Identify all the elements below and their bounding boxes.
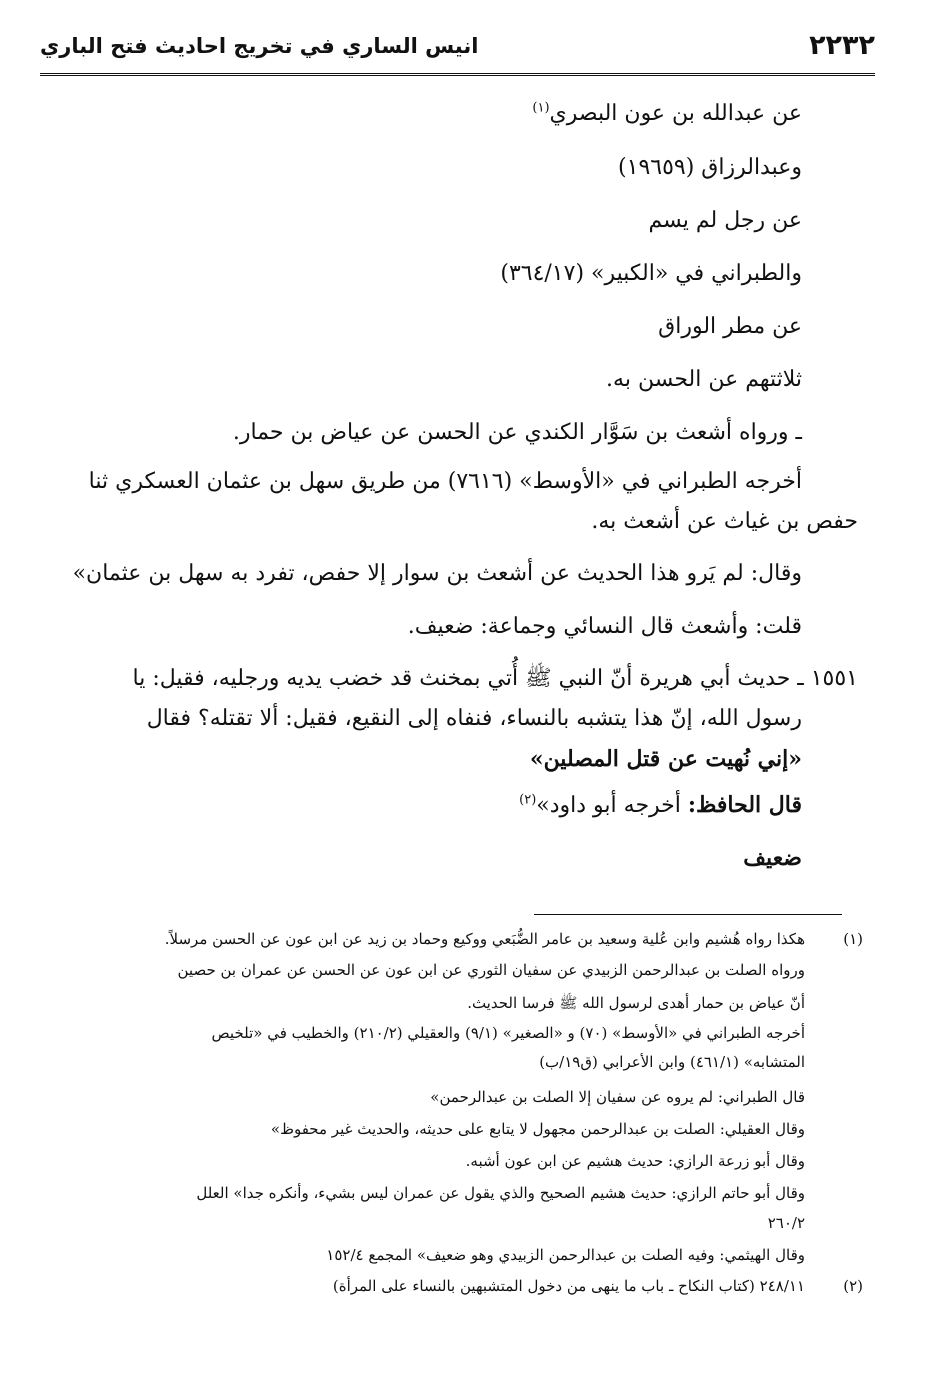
footnote-ref: (٢) (519, 792, 537, 808)
footnote-line: ورواه الصلت بن عبدالرحمن الزبيدي عن سفيان الثوري عن ابن عون عن الحسن عن عمران بن حصين (177, 961, 805, 979)
hadith-line: ١٥٥١ ـ حديث أبي هريرة أنّ النبي ﷺ أُتي بمخنث قد خضب يديه ورجليه، فقيل: يا (132, 666, 858, 691)
body-line: عن رجل لم يسم (648, 208, 802, 233)
footnote-line: وقال أبو حاتم الرازي: حديث هشيم الصحيح والذي يقول عن عمران ليس بشيء، وأنكره جدا» العلل (196, 1184, 805, 1202)
footnote-line: أنّ عياض بن حمار أهدى لرسول الله ﷺ فرسا الحديث. (467, 994, 805, 1012)
footnote-line: ٢٤٨/١١ (كتاب النكاح ـ باب ما ينهى من دخول المتشبهين بالنساء على المرأة) (332, 1277, 805, 1295)
body-line: عن عبدالله بن عون البصري$^{(١)}$ (532, 100, 802, 126)
body-line: قلت: وأشعث قال النسائي وجماعة: ضعيف. (407, 614, 802, 639)
hadith-quote: «إني نُهيت عن قتل المصلين» (529, 746, 802, 772)
footnote-ref: (١) (532, 100, 550, 116)
footnote-line: ٢٦٠/٢ (767, 1214, 805, 1232)
footnote-line: قال الطبراني: لم يروه عن سفيان إلا الصلت بن عبدالرحمن» (430, 1088, 805, 1106)
footnote-line: هكذا رواه هُشيم وابن عُلية وسعيد بن عامر الضُّبَعي ووكيع وحماد بن زيد عن ابن عون عن الحسن مرسلاً. (164, 930, 805, 948)
body-line: رسول الله، إنّ هذا يتشبه بالنساء، فنفاه إلى النقيع، فقيل: ألا تقتله؟ فقال (146, 706, 802, 731)
body-line: ثلاثتهم عن الحسن به. (606, 367, 802, 392)
footnote-line: المتشابه» (٤٦١/١) وابن الأعرابي (ق١٩/ب) (539, 1053, 805, 1071)
body-line: وعبدالرزاق (١٩٦٥٩) (618, 155, 802, 180)
footnote-line: وقال الهيثمي: وفيه الصلت بن عبدالرحمن الزبيدي وهو ضعيف» المجمع ١٥٢/٤ (326, 1246, 805, 1264)
footnote-line: وقال العقيلي: الصلت بن عبدالرحمن مجهول لا يتابع على حديثه، والحديث غير محفوظ» (270, 1120, 805, 1138)
body-line: وقال: لم يَرو هذا الحديث عن أشعث بن سوار إلا حفص، تفرد به سهل بن عثمان» (72, 561, 802, 586)
body-line: حفص بن غياث عن أشعث به. (591, 509, 858, 534)
footnote-line: أخرجه الطبراني في «الأوسط» (٧٠) و «الصغير» (٩/١) والعقيلي (٢١٠/٢) والخطيب في «تلخيص (211, 1024, 805, 1042)
body-line: ـ ورواه أشعث بن سَوَّار الكندي عن الحسن عن عياض بن حمار. (232, 420, 802, 445)
hafiz-label: قال الحافظ: (687, 792, 802, 818)
page-number: ٢٢٣٢ (809, 30, 875, 61)
running-header (40, 30, 875, 72)
footnote-rule (534, 914, 842, 915)
body-line: والطبراني في «الكبير» (٣٦٤/١٧) (500, 261, 802, 286)
book-title: انيس الساري في تخريج احاديث فتح الباري (40, 34, 479, 58)
body-line: قال الحافظ: أخرجه أبو داود»$^{(٢)}$ (519, 792, 802, 818)
footnote-mark: (١) (843, 930, 863, 948)
header-rule (40, 73, 875, 76)
footnote-mark: (٢) (843, 1277, 863, 1295)
body-line: عن مطر الوراق (658, 314, 802, 339)
grading: ضعيف (743, 845, 802, 871)
body-line: أخرجه الطبراني في «الأوسط» (٧٦١٦) من طريق سهل بن عثمان العسكري ثنا (88, 469, 802, 494)
footnote-line: وقال أبو زرعة الرازي: حديث هشيم عن ابن عون أشبه. (465, 1152, 805, 1170)
